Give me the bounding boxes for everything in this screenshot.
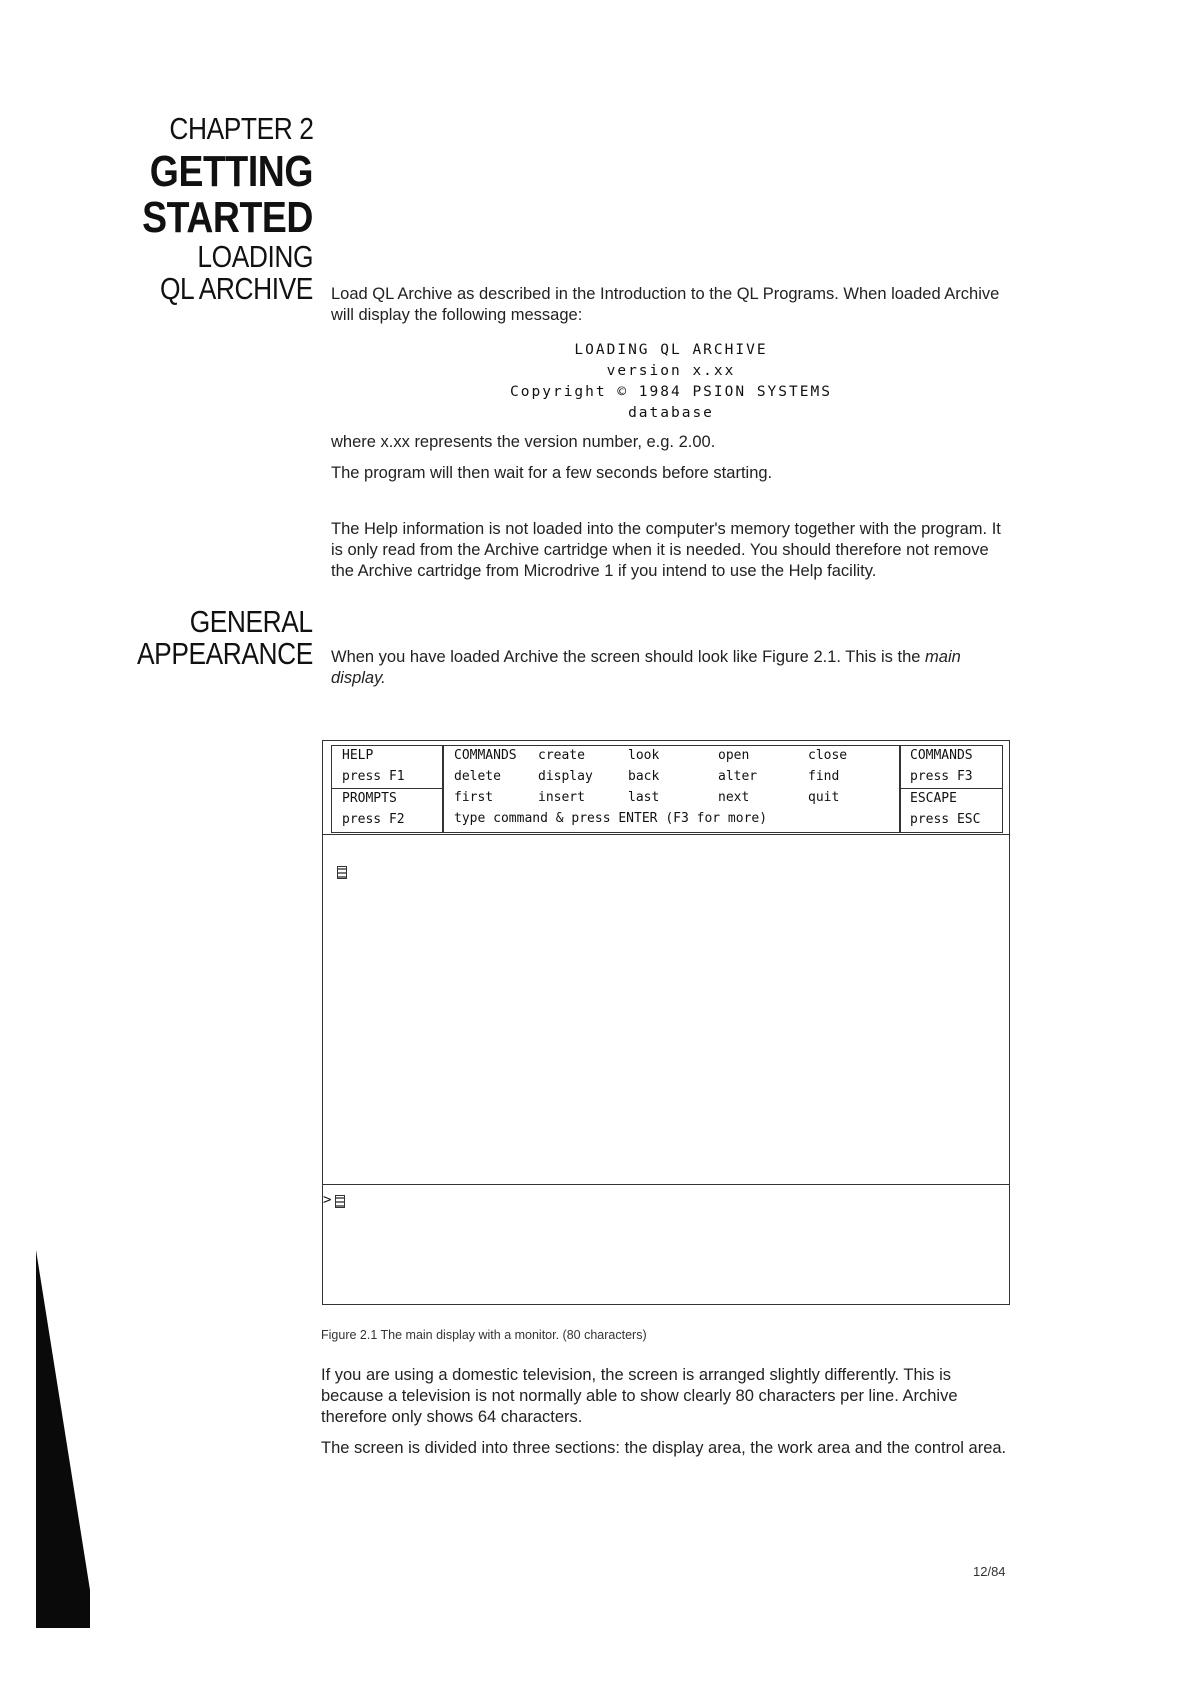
help-key: press F1	[342, 769, 405, 784]
commands-cell: last	[628, 790, 660, 805]
commands-hint: type command & press ENTER (F3 for more)	[454, 811, 768, 826]
help-note-text: The Help information is not loaded into the computer's memory together with the program. It is only read from the Archive cartridge when it is needed.	[331, 520, 1001, 559]
right-commands-key: press F3	[910, 769, 973, 784]
commands-row	[454, 767, 890, 788]
appearance-intro-text: When you have loaded Archive the screen should look like Figure 2.1. This is the	[331, 648, 921, 666]
work-cursor-icon	[335, 1195, 345, 1208]
help-note	[331, 519, 1011, 582]
display-area-border	[323, 834, 1009, 835]
display-cursor-icon	[337, 866, 347, 879]
version-note: where x.xx represents the version number, e.g. 2.00.	[331, 433, 716, 451]
loading-message-line: LOADING QL ARCHIVE	[574, 342, 768, 358]
commands-row	[454, 788, 890, 809]
commands-cell: look	[628, 748, 660, 763]
appearance-intro	[331, 647, 1011, 689]
chapter-label: CHAPTER 2	[168, 111, 313, 146]
prompts-label: PROMPTS	[342, 791, 397, 806]
loading-intro: Load QL Archive as described in the Introduction to the QL Programs. When loaded Archive will display the following message:	[331, 285, 1000, 324]
section-heading-ql-archive: QL ARCHIVE	[160, 271, 313, 306]
work-prompt: >	[323, 1192, 332, 1208]
commands-cell: insert	[538, 790, 585, 805]
figure-caption: Figure 2.1 The main display with a monitor. (80 characters)	[321, 1328, 647, 1342]
wait-note: The program will then wait for a few seconds before starting.	[331, 464, 773, 482]
main-display-figure	[322, 740, 1010, 1305]
page-number: 12/84	[973, 1564, 1006, 1579]
sections-note: The screen is divided into three sections: the display area, the work area and the control area.	[321, 1439, 1007, 1457]
commands-row	[454, 746, 890, 767]
right-commands-label: COMMANDS	[910, 748, 973, 763]
commands-cell: next	[718, 790, 750, 805]
chapter-title-line2: STARTED	[142, 193, 313, 242]
commands-cell: create	[538, 748, 585, 763]
commands-cell: open	[718, 748, 750, 763]
commands-cell: display	[538, 769, 593, 784]
commands-escape-panel	[899, 745, 1003, 833]
loading-message-line: database	[628, 405, 714, 421]
commands-cell: COMMANDS	[454, 748, 517, 763]
tv-note: If you are using a domestic television, the screen is arranged slightly differently. This is because a television is not normally able to show clearly 80 characters per line. Archive therefore only shows 64 characters.	[321, 1366, 958, 1426]
section-heading-general: GENERAL	[190, 604, 313, 639]
commands-cell: delete	[454, 769, 501, 784]
help-warning-text: You should therefore not remove the Archive cartridge from Microdrive 1 if you intend to use the Help facility.	[331, 541, 989, 580]
commands-cell: quit	[808, 790, 840, 805]
scan-edge-mark	[36, 1590, 90, 1628]
main-display-term: main display.	[331, 648, 961, 687]
escape-key: press ESC	[910, 812, 981, 827]
help-prompts-panel	[331, 745, 443, 833]
section-heading-loading: LOADING	[197, 239, 313, 274]
section-heading-appearance: APPEARANCE	[137, 636, 313, 671]
commands-cell: find	[808, 769, 840, 784]
loading-message-line: version x.xx	[606, 363, 736, 379]
commands-panel	[443, 745, 901, 833]
commands-cell: back	[628, 769, 660, 784]
commands-cell: alter	[718, 769, 758, 784]
scan-edge-mark	[36, 1250, 90, 1590]
help-label: HELP	[342, 748, 374, 763]
commands-cell: close	[808, 748, 848, 763]
work-area-border	[323, 1184, 1009, 1185]
prompts-key: press F2	[342, 812, 405, 827]
commands-cell: first	[454, 790, 494, 805]
escape-label: ESCAPE	[910, 791, 957, 806]
chapter-title-line1: GETTING	[149, 147, 313, 196]
loading-message-line: Copyright © 1984 PSION SYSTEMS	[510, 384, 832, 400]
